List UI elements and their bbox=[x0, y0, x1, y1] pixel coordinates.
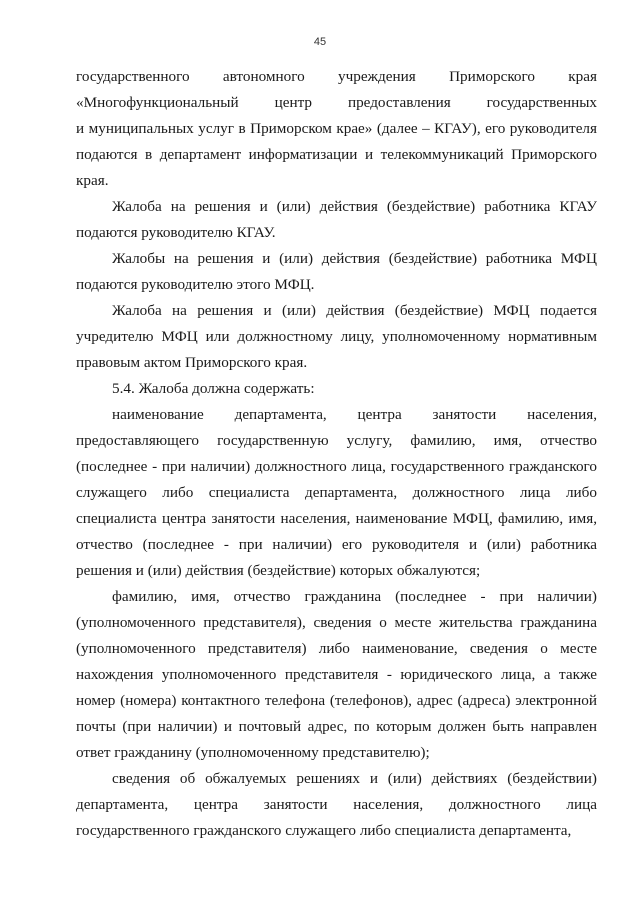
paragraph-line: 5.4. Жалоба должна содержать: bbox=[112, 380, 315, 397]
paragraph-line: ответ гражданину (уполномоченному представителю); bbox=[76, 744, 430, 761]
paragraph-line: подаются в департамент информатизации и телекоммуникаций Приморского bbox=[76, 146, 597, 163]
paragraph-line: отчество (последнее - при наличии) его руководителя и (или) работника bbox=[76, 536, 597, 553]
paragraph-line: правовым актом Приморского края. bbox=[76, 354, 308, 371]
paragraph-line: «Многофункциональный центр предоставления государственных bbox=[76, 94, 597, 111]
paragraph-line: и муниципальных услуг в Приморском крае» (далее – КГАУ), его руководителя bbox=[76, 120, 597, 137]
paragraph-line: специалиста центра занятости населения, наименование МФЦ, фамилию, имя, bbox=[76, 510, 597, 527]
paragraph bbox=[76, 766, 597, 844]
document-body bbox=[76, 64, 597, 844]
paragraph-line: наименование департамента, центра занятости населения, bbox=[112, 406, 597, 423]
paragraph-line: почты (при наличии) и почтовый адрес, по которым должен быть направлен bbox=[76, 718, 597, 735]
page-number: 45 bbox=[313, 36, 327, 48]
paragraph-line: края. bbox=[76, 172, 109, 189]
paragraph-line: нахождения уполномоченного представителя - юридического лица, а также bbox=[76, 666, 597, 683]
paragraph-line: подаются руководителю этого МФЦ. bbox=[76, 276, 315, 293]
paragraph bbox=[76, 298, 597, 376]
paragraph-line: департамента, центра занятости населения, должностного лица bbox=[76, 796, 597, 813]
paragraph-line: Жалоба на решения и (или) действия (бездействие) МФЦ подается bbox=[112, 302, 597, 319]
paragraph-line: подаются руководителю КГАУ. bbox=[76, 224, 276, 241]
paragraph bbox=[76, 376, 597, 402]
paragraph bbox=[76, 246, 597, 298]
paragraph bbox=[76, 584, 597, 766]
paragraph-line: (уполномоченного представителя) либо наименование, сведения о месте bbox=[76, 640, 597, 657]
paragraph-line: сведения об обжалуемых решениях и (или) действиях (бездействии) bbox=[112, 770, 597, 787]
paragraph bbox=[76, 402, 597, 584]
paragraph bbox=[76, 194, 597, 246]
paragraph-line: Жалоба на решения и (или) действия (бездействие) работника КГАУ bbox=[112, 198, 597, 215]
paragraph-line: номер (номера) контактного телефона (телефонов), адрес (адреса) электронной bbox=[76, 692, 597, 709]
paragraph bbox=[76, 64, 597, 194]
paragraph-line: фамилию, имя, отчество гражданина (последнее - при наличии) bbox=[112, 588, 597, 605]
paragraph-line: государственного автономного учреждения Приморского края bbox=[76, 68, 597, 85]
paragraph-line: Жалобы на решения и (или) действия (бездействие) работника МФЦ bbox=[112, 250, 597, 267]
paragraph-line: предоставляющего государственную услугу, фамилию, имя, отчество bbox=[76, 432, 597, 449]
paragraph-line: (уполномоченного представителя), сведения о месте жительства гражданина bbox=[76, 614, 597, 631]
paragraph-line: служащего либо специалиста департамента, должностного лица либо bbox=[76, 484, 597, 501]
paragraph-line: решения и (или) действия (бездействие) которых обжалуются; bbox=[76, 562, 481, 579]
paragraph-line: учредителю МФЦ или должностному лицу, уполномоченному нормативным bbox=[76, 328, 597, 345]
paragraph-line: государственного гражданского служащего либо специалиста департамента, bbox=[76, 822, 572, 839]
paragraph-line: (последнее - при наличии) должностного лица, государственного гражданского bbox=[76, 458, 597, 475]
